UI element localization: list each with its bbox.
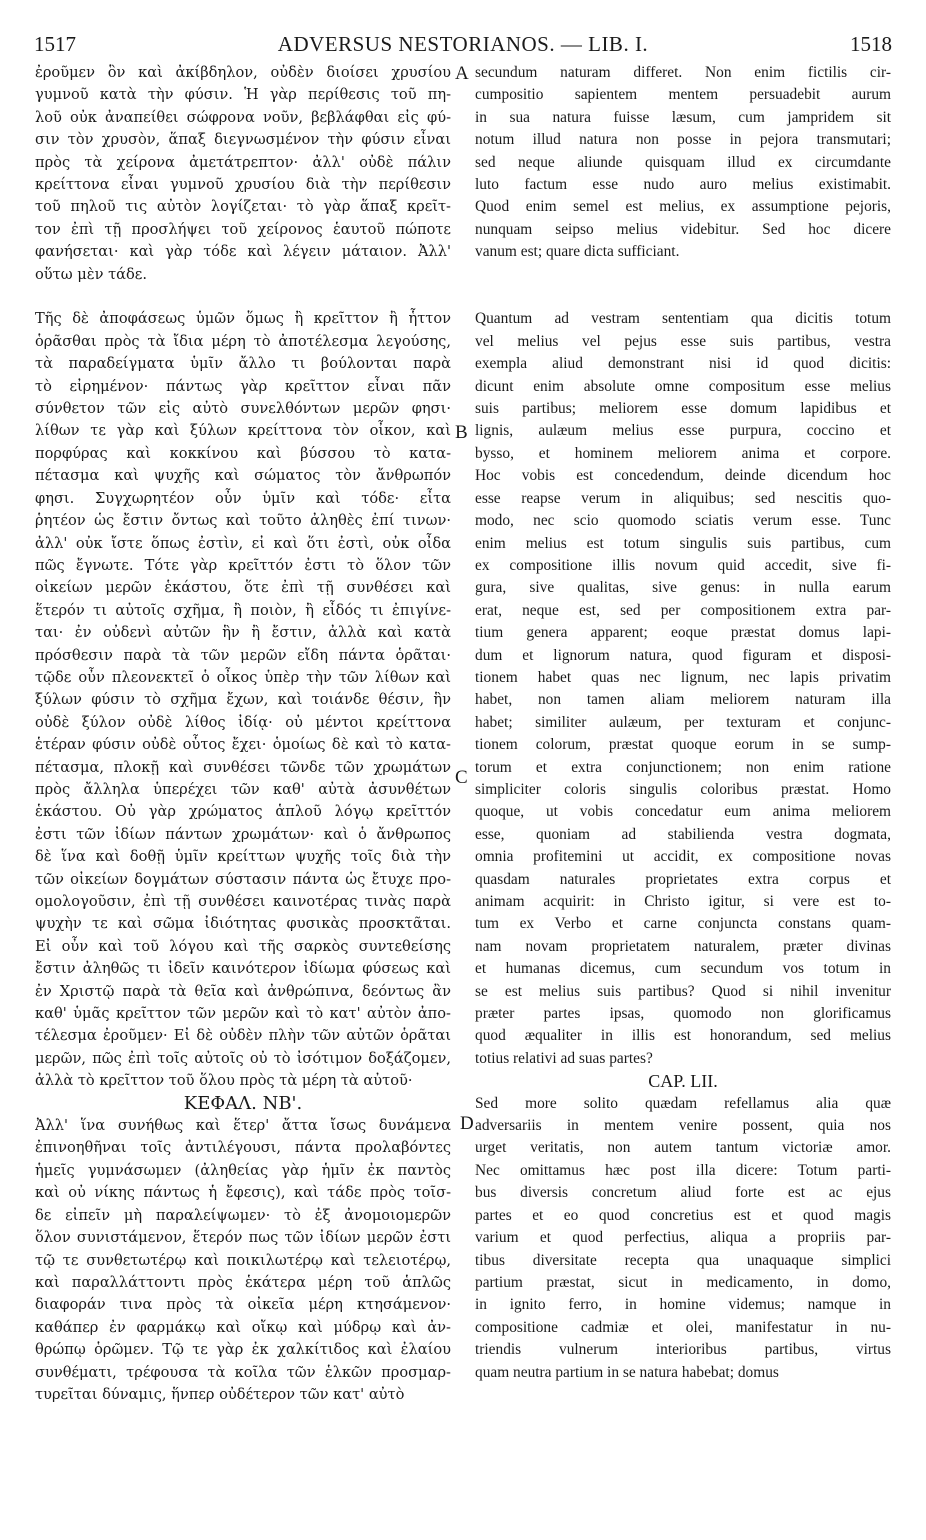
text-line: triendis vulnerum interioribus partibus, virtus (475, 1341, 891, 1359)
text-line: Hoc vobis est concedendum, deinde dicendum hoc (475, 467, 891, 485)
text-line: πρὸς ἄλληλα ὑπερέχει τῶν καθ' αὐτὰ ἀσυνθέτων (35, 780, 451, 798)
text-line: tibus diversitate recepta qua unaquaque simplici (475, 1251, 891, 1269)
text-line: ἐν Χριστῷ παρὰ τὰ θεῖα καὶ ἀνθρώπινα, δεόντως ἂν (35, 982, 451, 1000)
text-line: quoque, ut vobis concedatur eum anima meliorem (475, 803, 891, 821)
greek-paragraph-1 (35, 62, 451, 286)
text-line: ὅλον συνιστάμενον, ἕτερόν πως τῶν ἰδίων μερῶν ἐστι (35, 1229, 451, 1247)
text-line: ἡμεῖς γυμνάσωμεν (ἀληθείας γὰρ ἡμῖν ἐκ παντὸς (35, 1161, 451, 1179)
greek-paragraph-2 (35, 308, 451, 1092)
text-line: torum et extra conjunctionem; non enim ratione (475, 758, 891, 776)
text-line: πρὸς τὰ χείρονα ἀμετάτρεπτον· ἀλλ' οὐδὲ πάλιν (35, 153, 451, 171)
text-line: esse reapse verum in aliquibus; sed nescitis quo- (475, 489, 891, 507)
text-line: καὶ παραλλάττοντι πρὸς ἑκάτερα μέρη τοῦ ἁπλῶς (35, 1273, 451, 1291)
text-line: totius relativi ad suas partes? (475, 1049, 653, 1067)
text-line: vel melius vel pejus esse suis partibus, vestra (475, 332, 891, 350)
text-line: ψυχὴν τε καὶ σῶμα ἰδιότητας φυσικὰς προσκτᾶται. (35, 915, 451, 933)
text-line: ἀλλὰ τὸ κρεῖττον τοῦ ὅλου πρὸς τὰ μέρη τὰ αὐτοῦ· (35, 1072, 413, 1090)
text-line: bus diversis concretum aliud forte est ac ejus (475, 1184, 891, 1202)
text-line: γυμνοῦ κατὰ τὴν φύσιν. Ἡ γὰρ περίθεσις τοῦ πη- (35, 86, 451, 104)
text-line: δὲ ἵνα καὶ δοθῇ ὑμῖν κρείττων ψυχῆς τοῖς διὰ τὴν (35, 848, 451, 866)
text-line: vanum est; quare dicta sufficiant. (475, 243, 680, 261)
text-line: exempla aliud demonstrant nisi id quod dicitis: (475, 355, 891, 373)
text-line: ξύλων φύσιν τὸ σχῆμα ἔχων, καὶ τοιάνδε θέσιν, ἣν (35, 691, 451, 709)
text-line: sed neque aliunde quisquam illud ex circumdante (475, 153, 891, 171)
text-line: ἑτέραν φύσιν οὐδὲ οὗτος ἔχει· ὁμοίως δὲ καὶ τὸ κατα- (35, 736, 451, 754)
text-line: ἐπινοηθῆναι τοῖς ἀντιλέγουσι, πάντα προλαβόντες (35, 1139, 451, 1157)
text-line: πορφύρας καὶ κοκκίνου καὶ βύσσου τὸ κατα- (35, 444, 451, 462)
latin-paragraph-2 (475, 308, 891, 1070)
text-line: ἐστι τῶν ἰδίων πάντων χρωμάτων· καὶ ὁ ἄνθρωπος (35, 825, 451, 843)
text-line: πῶς ἔγνωτε. Τότε γὰρ κρεῖττόν ἐστι τὸ ὅλον τῶν (35, 556, 451, 574)
text-line: tum ex Verbo et carne conjuncta constans quam- (475, 915, 891, 933)
text-line: πέτασμα καὶ ψυχῆς καὶ σώματος τὸν ἄνθρωπόν (35, 467, 451, 485)
text-line: tionem colorum, præstat quoque eorum in se sump- (475, 736, 891, 754)
text-line: διαφοράν τινα πρὸς τὰ οἰκεῖα μέρη κτησάμενον· (35, 1296, 451, 1314)
text-line: compositione cadmiæ et olei, manifestatur in nu- (475, 1318, 891, 1336)
text-line: quasdam naturales proprietates extra corpus et (475, 870, 891, 888)
text-line: adversariis in mentem venire possent, quia nos (475, 1117, 891, 1135)
running-header (34, 32, 892, 58)
text-line: modo, nec scio quomodo sciatis verum esse. Tunc (475, 512, 891, 530)
text-line: φανήσεται· καὶ γὰρ τόδε καὶ λέγειν μάταιον. Ἀλλ' (35, 243, 451, 261)
section-marker-d: D (460, 1113, 474, 1134)
text-line: ται· ἐν οὐδενὶ αὐτῶν ἣν ἢ ἔστιν, ἀλλὰ καὶ κατὰ (35, 624, 451, 642)
text-line: ομολογοῦσιν, ἐπὶ τῇ συνθέσει καινοτέρας τινὰς παρὰ (35, 893, 451, 911)
text-line: οὕτω μὲν τάδε. (35, 265, 148, 283)
text-line: enim melius est totum singulis suis partibus, cum (475, 534, 891, 552)
text-line: ῥητέον ὡς ἔστιν ὄντως καὶ τοῦτο ἀληθὲς ἐπί τινων· (35, 512, 451, 530)
text-line: secundum naturam differet. Non enim fictilis cir- (475, 64, 891, 81)
text-line: τὸ εἰρημένον· πάντως γὰρ κρεῖττον εἶναι πᾶν (35, 377, 451, 395)
text-line: nunquam seipso melius videbitur. Sed hoc dicere (475, 220, 891, 238)
text-line: θρώπῳ ὁρῶμεν. Τῷ τε γὰρ ἐκ χαλκίτιδος καὶ ἐλαίου (35, 1341, 451, 1359)
text-line: habet; similiter aulæum, per texturam et conjunc- (475, 713, 891, 731)
text-line: δε εἰπεῖν μὴ παραλείψωμεν· τὸ ἐξ ἀνομοιομερῶν (35, 1206, 451, 1224)
text-line: partium præstat, sicut in medicamento, in domo, (475, 1273, 891, 1291)
text-line: καθάπερ ἐν φαρμάκῳ καὶ οἴκῳ καὶ μύδρῳ καὶ ἀν- (35, 1318, 451, 1336)
greek-chapter-heading: ΚΕΦΑΛ. ΝΒ'. (183, 1092, 303, 1114)
text-line: notum illud natura non posse in pejora transmutari; (475, 131, 891, 149)
text-line: esse, quoniam ad stabiliendа vestra dogmata, (475, 825, 891, 843)
text-line: καὶ οὐ νίκης πάντως ἡ ἔφεσις), καὶ τάδε πρὸς τοῖσ- (35, 1184, 451, 1202)
text-line: et humanas dicemus, cum secundum vos totum in (475, 960, 891, 978)
text-line: ἑκάστου. Οὐ γὰρ χρώματος ἁπλοῦ λόγῳ κρεῖττόν (35, 803, 451, 821)
text-line: varium et quod perfectius, aliqua a propriis par- (475, 1229, 891, 1247)
text-line: lignis, aulæum melius esse purpura, coccino et (475, 422, 891, 440)
latin-paragraph-1 (475, 62, 891, 264)
text-line: καθ' ὑμᾶς κρεῖττον τῶν μερῶν καὶ τὸ κατ' αὐτὸν ἀπο- (35, 1005, 451, 1023)
text-line: quam neutra partium in se natura habebat; domus (475, 1363, 779, 1381)
text-line: μερῶν, πῶς ἐπὶ τοῖς αὐτοῖς οὐ τὸ ἰσότιμον δοξάζομεν, (35, 1049, 451, 1067)
text-line: σύνθετον τῶν εἰς αὐτὸ συνελθόντων μερῶν φησι· (35, 400, 451, 418)
text-line: simpliciter coloris singulis coloribus præstat. Homo (475, 780, 891, 798)
text-line: in sua natura fuisse læsum, cum jampridem sit (475, 108, 891, 126)
text-line: suis partibus; meliorem esse domum lapidibus et (475, 400, 891, 418)
text-line: bysso, et hominem meliorem anima et corpore. (475, 444, 891, 462)
text-line: τῶν οἰκείων δογμάτων σύστασιν πάντα ὡς ἔτυχε προ- (35, 870, 451, 888)
section-marker-b: B (455, 422, 468, 443)
text-line: τῷ τε συνθετωτέρῳ καὶ ποικιλωτέρῳ καὶ τελειοτέρῳ, (35, 1251, 451, 1269)
text-line: τοῦ πηλοῦ τις αὐτὸν λογίζεται· τὸ γὰρ ἅπαξ κρεῖτ- (35, 198, 451, 216)
text-line: erat, neque est, sed per compositionem extra par- (475, 601, 891, 619)
text-line: se est melius suis partibus? Quod si nihil invenitur (475, 982, 891, 1000)
text-line: οἰκείων μερῶν ἑκάστου, ὅτε ἐπὶ τῇ συνθέσει καὶ (35, 579, 451, 597)
latin-chapter-heading: CAP. LII. (648, 1071, 718, 1092)
text-line: ὁρᾶσθαι πρὸς τὰ ἴδια μέρη τὸ ἀποτέλεσμα λεγούσης, (35, 332, 451, 350)
text-line: φησι. Συγχωρητέον οὖν ὑμῖν καὶ τόδε· εἶτα (35, 489, 451, 507)
text-line: οὐδὲ ξύλον οὐδὲ λίθος ἰδίᾳ· οὐ μέντοι κρείττονα (35, 713, 451, 731)
text-line: ἐροῦμεν ὃν καὶ ἀκίβδηλον, οὐδὲν διοίσει χρυσίου (35, 64, 451, 81)
text-line: dicunt enim absolute omne compositum esse melius (475, 377, 891, 395)
text-line: in ignito ferro, in homine videmus; namque in (475, 1296, 891, 1314)
page-number-left: 1517 (34, 32, 76, 56)
section-marker-a: A (455, 63, 469, 84)
text-line: λίθων τε γὰρ καὶ ξύλων κρείττονα τὸν οἶκον, καὶ (35, 422, 451, 440)
text-line: præter partes ipsas, quomodo non glorificamus (475, 1005, 891, 1023)
text-line: τῷδε οὖν πλεονεκτεῖ ὁ οἶκος ὑπὲρ τὴν τῶν λίθων καὶ (35, 668, 451, 686)
text-line: dum et lignorum natura, quod figuram et disposi- (475, 646, 891, 664)
text-line: Sed more solito quædam refellamus alia quæ (475, 1094, 891, 1112)
text-line: ἀλλ' οὐκ ἴστε ὅπως ἐστὶν, εἰ καὶ ὅτι ἐστὶ, οὐκ οἶδα (35, 534, 451, 552)
text-line: Ἀλλ' ἵνα συνήθως καὶ ἕτερ' ἄττα ἴσως δυνάμενα (35, 1117, 451, 1135)
text-line: ex compositione illis novum quid accedit, sive fi- (475, 556, 891, 574)
text-line: ἕτερόν τι αὐτοῖς σχῆμα, ἢ ποιὸν, ἢ εἶδός τι ἐπιγίνε- (35, 601, 451, 619)
text-line: πρόσθεσιν παρὰ τὰ τῶν μερῶν εἴδη πάντα ὁρᾶται· (35, 646, 451, 664)
running-title: ADVERSUS NESTORIANOS. — LIB. I. (277, 32, 649, 56)
text-line: τυρεῖται δύναμις, ἥνπερ οὐδέτερον τῶν κατ' αὐτὸ (35, 1385, 405, 1403)
text-line: luto factum esse nudo auro melius existimabit. (475, 176, 891, 194)
text-line: τέλεσμα ἐροῦμεν· Εἰ δὲ οὐδὲν πλὴν τῶν αὐτῶν ὁρᾶται (35, 1027, 451, 1045)
text-line: πέτασμα, πλοκῇ καὶ συνθέσει τῶνδε τῶν χρωμάτων (35, 758, 451, 776)
text-line: Quantum ad vestram sententiam qua dicitis totum (475, 310, 891, 328)
text-line: Nec omittamus hæc post illa dicere: Totum parti- (475, 1161, 891, 1179)
text-line: gura, sive qualitas, sive genus: in nulla earum (475, 579, 891, 597)
text-line: quod æqualiter in illis est honorandum, sed melius (475, 1027, 891, 1045)
text-line: σιν τὸν χρυσὸν, ἅπαξ διεγνωσμένον τὴν φύσιν εἶναι (35, 131, 451, 149)
text-line: partes et eo quod concretius est et quod magis (475, 1206, 891, 1224)
page-number-right: 1518 (850, 32, 892, 56)
text-line: ἔστιν ἀληθῶς τι ἰδεῖν καινότερον ἰδίωμα φύσεως καὶ (35, 960, 451, 978)
text-line: Εἰ οὖν καὶ τοῦ λόγου καὶ τῆς σαρκὸς συντεθείσης (35, 937, 451, 955)
text-line: omnia profitemini ut accidit, ex compositione novas (475, 848, 891, 866)
text-line: animam acquirit: in Christo igitur, si vere est to- (475, 893, 891, 910)
text-line: habet, non tamen aliam meliorem naturam illa (475, 691, 891, 709)
text-line: συνθέματι, τρέφουσα τὰ κοῖλα τῶν ἑλκῶν προσμαρ- (35, 1363, 451, 1381)
latin-paragraph-3 (475, 1093, 891, 1384)
text-line: τὰ παραδείγματα ὑμῖν ἄλλο τι βούλονται παρὰ (35, 355, 451, 373)
text-line: κρείττονα εἶναι γυμνοῦ χρυσίου διὰ τὴν περίθεσιν (35, 176, 451, 194)
greek-paragraph-3 (35, 1115, 451, 1406)
text-line: Τῆς δὲ ἀποφάσεως ὑμῶν ὅμως ἢ κρεῖττον ἢ ἧττον (35, 310, 451, 328)
section-marker-c: C (455, 767, 468, 788)
text-line: Quod enim semel est melius, ex assumptione pejoris, (475, 198, 891, 216)
text-line: tionem habet quas nec lignum, nec lapis privatim (475, 668, 891, 686)
text-line: tium genera apparent; eoque præstat domus lapi- (475, 624, 891, 642)
text-line: urget veritatis, non autem tantum victoriæ amor. (475, 1139, 891, 1157)
text-line: λοῦ οὐκ ἀναπείθει σώφρονα νοῦν, βεβλάφθαι εἰς φύ- (35, 108, 451, 126)
text-line: τον ἐπὶ τῇ προσλήψει τοῦ χείρονος ἑαυτοῦ πώποτε (35, 220, 451, 238)
greek-column (35, 62, 451, 1406)
text-line: cumpositio sapientem mentem persuadebit aurum (475, 86, 891, 104)
text-line: nam novam proprietatem naturalem, præter divinas (475, 937, 891, 955)
latin-column (475, 62, 891, 1384)
